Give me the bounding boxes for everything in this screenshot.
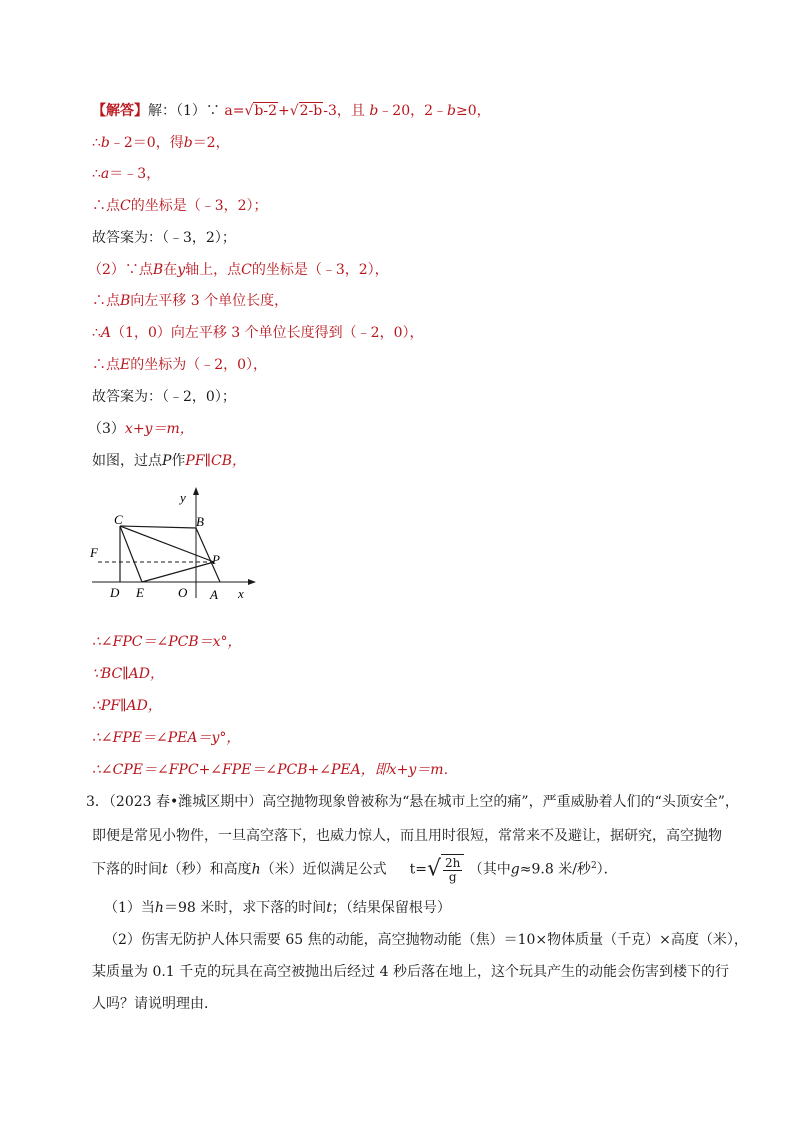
sqrt-symbol-icon: √ xyxy=(244,103,254,119)
question-2-line-3: 人吗？请说明理由． xyxy=(92,996,218,1012)
solution-line-15: ∴PF∥AD， xyxy=(92,698,162,714)
solution-line-17: ∴∠CPE＝∠FPC+∠FPE＝∠PCB+∠PEA，即x+y＝m． xyxy=(92,762,458,778)
label-f: F xyxy=(90,545,98,560)
solution-line-14: ∵BC∥AD， xyxy=(92,666,164,682)
solution-line-16: ∴∠FPE＝∠PEA＝y°， xyxy=(92,730,241,746)
formula: t=√ $\frac{2h}{g}$ xyxy=(410,854,465,885)
solution-line-9: ∴点E的坐标为（﹣2，0）， xyxy=(92,357,268,373)
radicand-2: 2-b xyxy=(299,103,323,119)
question-2-line-2: 某质量为 0.1 千克的玩具在高空被抛出后经过 4 秒后落在地上，这个玩具产生的动能会伤害到楼下的行 xyxy=(92,964,729,980)
sqrt-symbol-icon: √ xyxy=(426,856,441,882)
solution-line-3: ∴a＝﹣3， xyxy=(92,166,161,182)
label-x: x xyxy=(238,586,244,601)
solution-line-8: ∴A（1，0）向左平移 3 个单位长度得到（﹣2，0）， xyxy=(92,325,424,341)
segment-cb xyxy=(120,526,196,528)
problem-3-line-1: 3．（2023 春•潍城区期中）高空抛物现象曾被称为“悬在城市上空的痛”，严重威胁着人们的“头顶安全”， xyxy=(86,794,739,810)
answer-tag: 【解答】 xyxy=(92,103,148,119)
x-axis-arrow-icon xyxy=(248,579,256,585)
problem-3-line-2: 即便是常见小物件，一旦高空落下，也威力惊人，而且用时很短，常常来不及避让，据研究，高空抛物 xyxy=(92,828,722,844)
label-y: y xyxy=(180,490,186,505)
segment-ep xyxy=(142,562,214,582)
label-d: D xyxy=(110,585,120,600)
solution-line-6: （2）∵点B在y轴上，点C的坐标是（﹣3，2）， xyxy=(88,262,389,278)
geometry-figure xyxy=(86,484,266,606)
solution-line-10: 故答案为：（﹣2，0）； xyxy=(92,389,236,405)
problem-source: （2023 春•潍城区期中） xyxy=(108,794,263,810)
solution-line-5: 故答案为：（﹣3，2）； xyxy=(92,230,236,246)
segment-cp xyxy=(120,526,214,562)
solution-line-13: ∴∠FPC＝∠PCB＝x°， xyxy=(92,634,242,650)
solution-line-7: ∴点B向左平移 3 个单位长度， xyxy=(92,293,289,309)
label-p: P xyxy=(212,552,220,567)
segment-ce xyxy=(120,526,142,582)
solution-line-4: ∴点C的坐标是（﹣3，2）； xyxy=(92,198,268,214)
label-c: C xyxy=(114,512,123,527)
problem-3-line-3: 下落的时间t（秒）和高度h（米）近似满足公式 t=√ $\frac{2h}{g}$ （其中g≈9.8 米/秒$^2$）． xyxy=(92,855,618,884)
solution-line-12: 如图，过点P作PF∥CB， xyxy=(92,453,247,469)
y-axis-arrow-icon xyxy=(193,487,199,495)
label-o: O xyxy=(178,585,188,600)
solution-line-2: ∴b﹣2＝0，得b＝2， xyxy=(92,135,230,151)
problem-number: 3． xyxy=(86,794,109,810)
label-e: E xyxy=(136,585,144,600)
question-2-line-1: （2）伤害无防护人体只需要 65 焦的动能，高空抛物动能（焦）＝10×物体质量（千克）×高度（米）， xyxy=(104,932,748,948)
label-a: A xyxy=(210,587,218,602)
solution-line-1: 【解答】解：（1）∵ a=√b-2+√2-b-3，且 b﹣20，2﹣b≥0， xyxy=(92,103,491,119)
sqrt-symbol-icon: √ xyxy=(289,103,299,119)
solution-line-11: （3）x+y＝m， xyxy=(88,421,194,437)
question-1: （1）当h＝98 米时，求下落的时间t；（结果保留根号） xyxy=(104,900,451,916)
label-b: B xyxy=(196,514,204,529)
radicand-1: b-2 xyxy=(254,103,277,119)
